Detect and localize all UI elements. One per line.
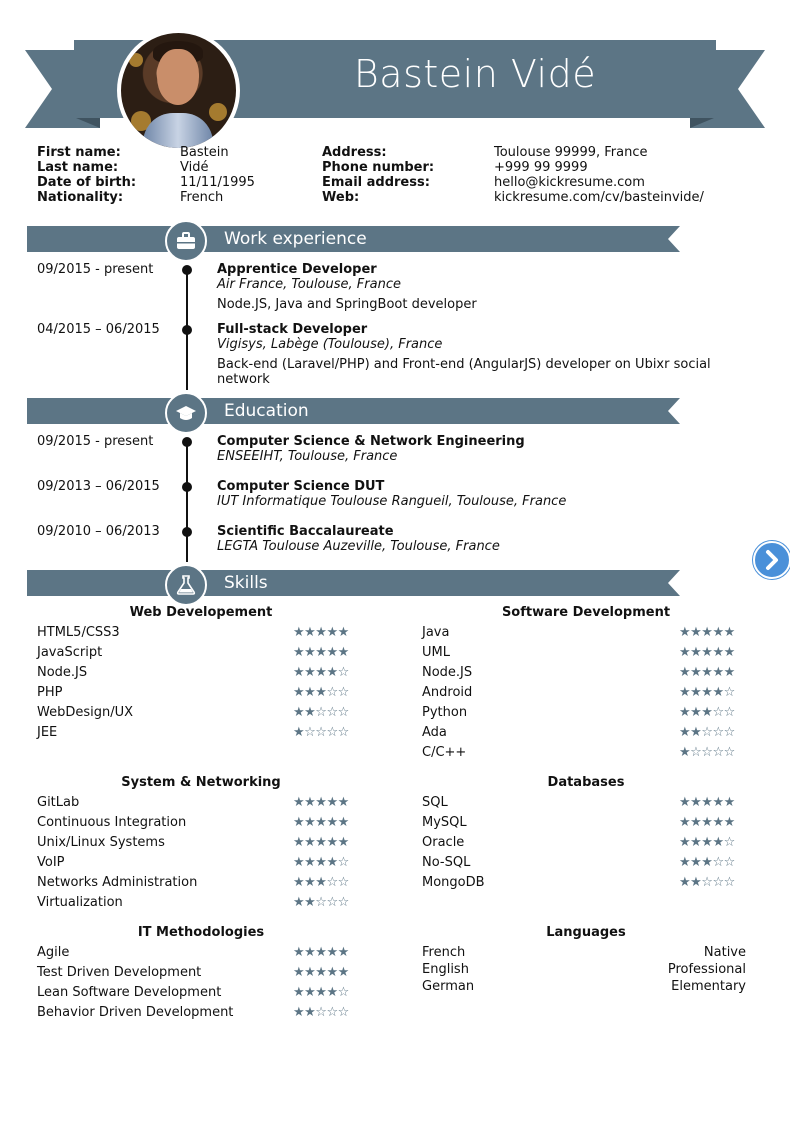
skill-rating-stars: ★★★★★ [293,945,349,960]
flask-icon [165,564,207,606]
skill-rating-stars: ★★★★★ [293,835,349,850]
work-date: 04/2015 – 06/2015 [37,322,160,337]
skill-name: PHP [37,685,63,700]
info-value: Toulouse 99999, France [494,145,648,160]
skill-category-title: Web Developement [129,605,273,620]
skill-rating-stars: ★★★★★ [293,645,349,660]
skill-name: MongoDB [422,875,485,890]
graduation-cap-icon [165,392,207,434]
education-school: LEGTA Toulouse Auzeville, Toulouse, France [217,539,500,554]
chevron-right-icon [755,543,789,577]
skill-rating-stars: ★★★★★ [293,965,349,980]
info-label: Nationality: [37,190,124,205]
work-title: Apprentice Developer [217,262,377,277]
skill-rating-stars: ★★★★☆ [679,685,735,700]
info-value: +999 99 9999 [494,160,588,175]
skill-name: GitLab [37,795,80,810]
skill-rating-stars: ★★★★★ [679,625,735,640]
education-date: 09/2010 – 06/2013 [37,524,160,539]
skill-rating-stars: ★★★☆☆ [679,705,735,720]
skill-category-title: IT Methodologies [137,925,265,940]
skill-name: Test Driven Development [37,965,202,980]
skill-name: Unix/Linux Systems [37,835,165,850]
timeline-dot [182,325,192,335]
education-section-title: Education [224,401,309,421]
skill-name: WebDesign/UX [37,705,134,720]
education-date: 09/2013 – 06/2015 [37,479,160,494]
info-value: 11/11/1995 [180,175,255,190]
skill-name: MySQL [422,815,467,830]
info-label: Date of birth: [37,175,137,190]
skill-name: SQL [422,795,448,810]
skill-rating-stars: ★★☆☆☆ [679,725,735,740]
skill-name: Ada [422,725,447,740]
next-page-button[interactable] [753,541,790,579]
education-entry [217,524,737,554]
timeline-dot [182,265,192,275]
language-name: French [422,945,466,960]
skill-rating-stars: ★☆☆☆☆ [679,745,735,760]
candidate-name: Bastein Vidé [353,52,597,96]
skill-name: No-SQL [422,855,471,870]
skill-rating-stars: ★★★★★ [293,815,349,830]
skill-name: Python [422,705,468,720]
info-label: Address: [322,145,387,160]
skill-rating-stars: ★☆☆☆☆ [293,725,349,740]
info-value: Bastein [180,145,229,160]
skill-rating-stars: ★★☆☆☆ [293,1005,349,1020]
education-title: Scientific Baccalaureate [217,524,394,539]
work-description: Node.JS, Java and SpringBoot developer [217,297,477,312]
language-level: Professional [667,962,746,977]
skill-rating-stars: ★★☆☆☆ [293,705,349,720]
info-label: Email address: [322,175,430,190]
education-timeline-line [186,442,188,562]
skill-name: JavaScript [37,645,103,660]
skill-name: Java [422,625,450,640]
skill-name: Node.JS [422,665,473,680]
skill-rating-stars: ★★★★★ [679,645,735,660]
skill-rating-stars: ★★☆☆☆ [679,875,735,890]
info-label: Web: [322,190,360,205]
work-entry [217,322,737,387]
skill-name: Oracle [422,835,465,850]
skill-rating-stars: ★★★☆☆ [293,685,349,700]
skill-name: Lean Software Development [37,985,222,1000]
education-section-bar [27,398,680,424]
language-name: English [422,962,469,977]
skill-rating-stars: ★★★★★ [293,795,349,810]
skills-section-bar [27,570,680,596]
info-value: kickresume.com/cv/basteinvide/ [494,190,704,205]
skill-name: UML [422,645,450,660]
skill-category-title: Databases [547,775,625,790]
skill-rating-stars: ★★★★★ [679,795,735,810]
skill-name: Node.JS [37,665,88,680]
language-level: Elementary [671,979,746,994]
skill-name: C/C++ [422,745,467,760]
skill-category-title: Languages [546,925,626,940]
skill-category-title: System & Networking [121,775,281,790]
work-company: Vigisys, Labège (Toulouse), France [217,337,443,352]
work-title: Full-stack Developer [217,322,368,337]
skill-name: Virtualization [37,895,123,910]
skill-category-title: Software Development [501,605,671,620]
education-title: Computer Science DUT [217,479,385,494]
info-value: French [180,190,224,205]
info-value: hello@kickresume.com [494,175,645,190]
skill-name: Android [422,685,473,700]
info-label: First name: [37,145,121,160]
skill-rating-stars: ★★★★☆ [293,855,349,870]
skill-name: Continuous Integration [37,815,187,830]
education-school: IUT Informatique Toulouse Rangueil, Toulouse, France [217,494,567,509]
skill-name: Behavior Driven Development [37,1005,234,1020]
education-date: 09/2015 - present [37,434,154,449]
skill-rating-stars: ★★★★★ [679,665,735,680]
education-entry [217,479,737,509]
skill-rating-stars: ★★★☆☆ [679,855,735,870]
work-entry [217,262,737,312]
info-label: Phone number: [322,160,435,175]
education-entry [217,434,737,464]
language-name: German [422,979,475,994]
work-section-title: Work experience [224,229,367,249]
skill-name: Agile [37,945,70,960]
skill-name: HTML5/CSS3 [37,625,120,640]
info-value: Vidé [180,160,209,175]
skill-rating-stars: ★★★★☆ [293,985,349,1000]
timeline-dot [182,437,192,447]
work-company: Air France, Toulouse, France [217,277,401,292]
skill-rating-stars: ★★★☆☆ [293,875,349,890]
timeline-dot [182,527,192,537]
info-label: Last name: [37,160,119,175]
education-title: Computer Science & Network Engineering [217,434,525,449]
skill-name: JEE [37,725,58,740]
language-level: Native [703,945,746,960]
skill-rating-stars: ★★☆☆☆ [293,895,349,910]
skills-section-title: Skills [224,573,268,593]
skill-rating-stars: ★★★★☆ [293,665,349,680]
briefcase-icon [165,220,207,262]
work-description: Back-end (Laravel/PHP) and Front-end (AngularJS) developer on Ubixr social network [217,357,711,387]
education-school: ENSEEIHT, Toulouse, France [217,449,398,464]
timeline-dot [182,482,192,492]
skill-name: VoIP [37,855,65,870]
skill-rating-stars: ★★★★★ [679,815,735,830]
skill-rating-stars: ★★★★☆ [679,835,735,850]
work-date: 09/2015 - present [37,262,154,277]
skill-name: Networks Administration [37,875,198,890]
skill-rating-stars: ★★★★★ [293,625,349,640]
